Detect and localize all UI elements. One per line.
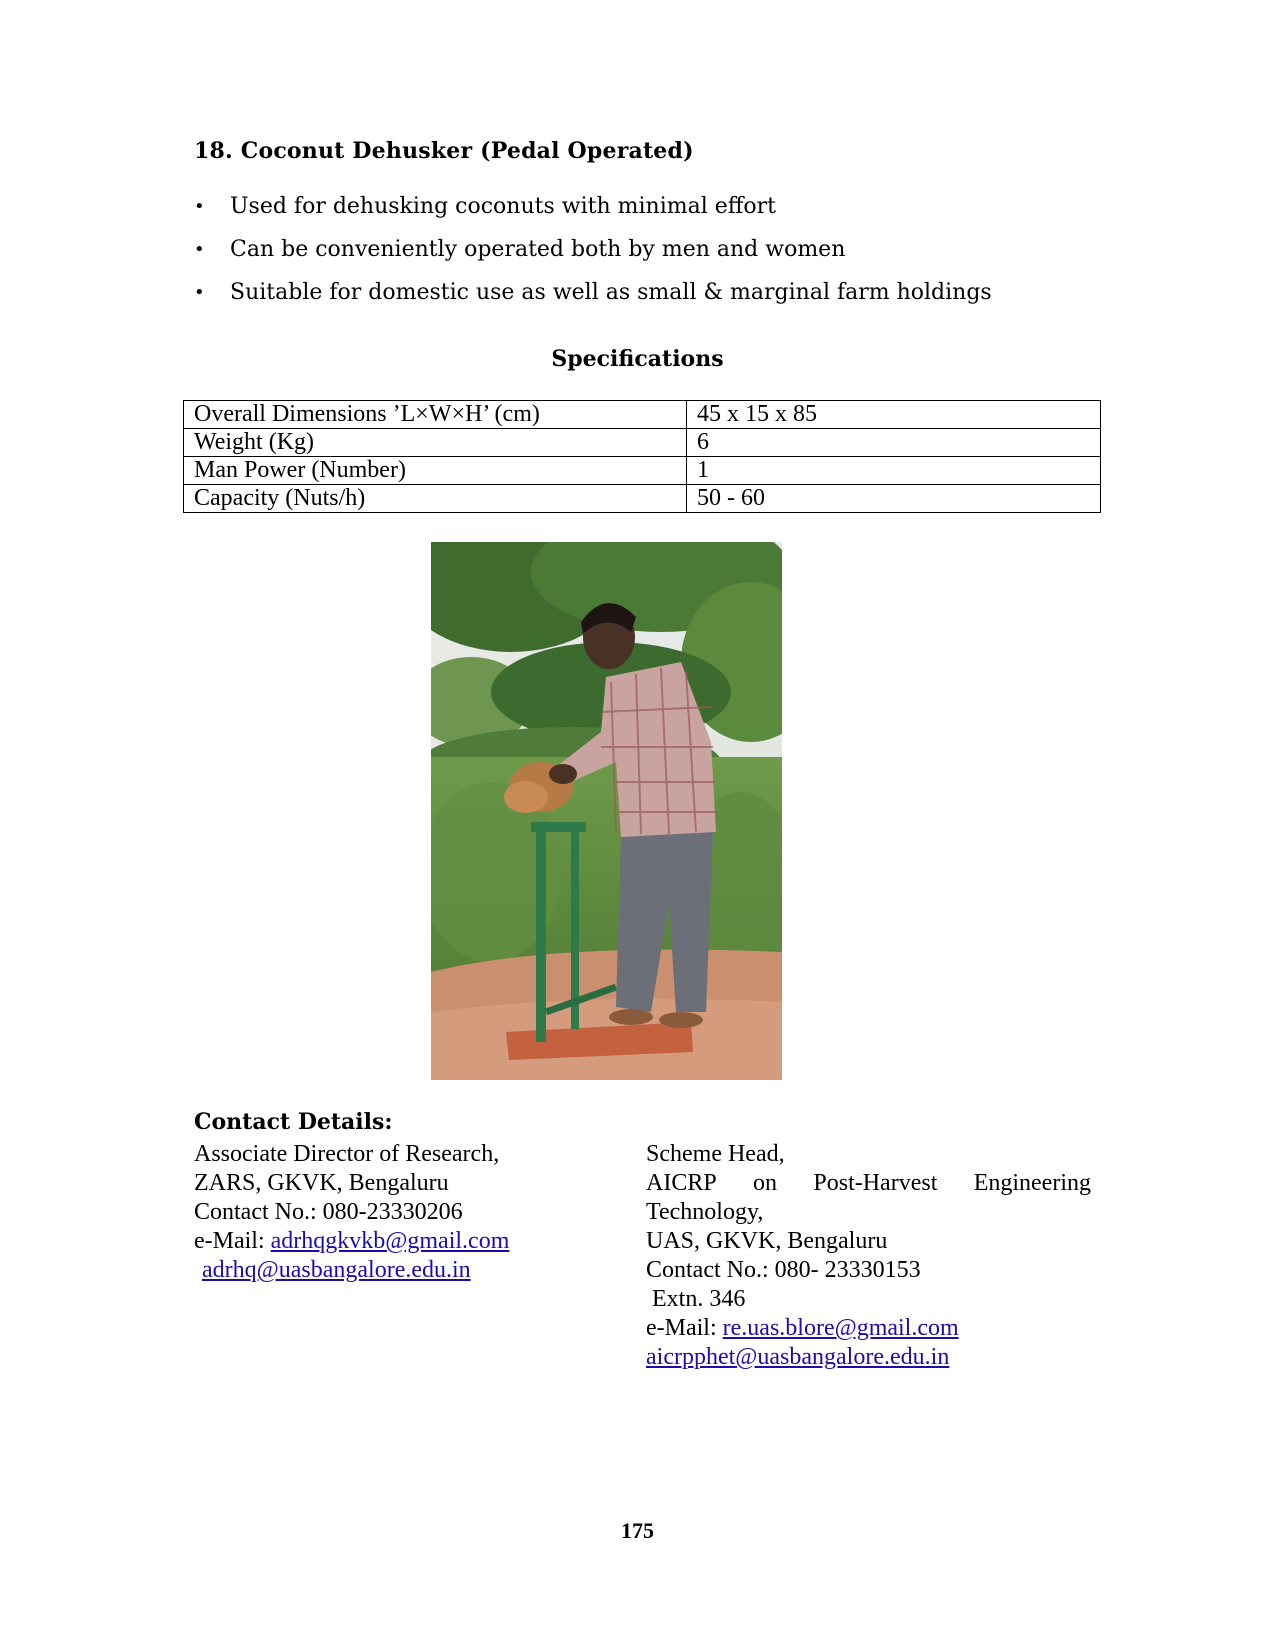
bullet-icon: •	[194, 196, 205, 217]
page-number: 175	[621, 1518, 654, 1543]
contact-line: UAS, GKVK, Bengaluru	[646, 1228, 888, 1254]
spec-label: Man Power (Number)	[184, 457, 687, 485]
contact-left-column	[194, 1140, 594, 1285]
section-heading: 18. Coconut Dehusker (Pedal Operated)	[194, 138, 694, 164]
bullet-icon: •	[194, 282, 205, 303]
contact-details-title: Contact Details:	[194, 1109, 393, 1135]
table-row	[184, 485, 1101, 513]
list-item: • Used for dehusking coconuts with minimal effort	[194, 192, 992, 235]
email-link[interactable]: aicrpphet@uasbangalore.edu.in	[646, 1344, 950, 1370]
photo-illustration	[431, 542, 782, 1080]
spec-value: 45 x 15 x 85	[687, 401, 1101, 429]
contact-email-line: e-Mail: re.uas.blore@gmail.com	[646, 1315, 959, 1341]
contact-email-line: e-Mail: adrhqgkvkb@gmail.com	[194, 1228, 510, 1254]
contact-line: ZARS, GKVK, Bengaluru	[194, 1170, 449, 1196]
table-row	[184, 401, 1101, 429]
contact-phone: Contact No.: 080-23330206	[194, 1199, 463, 1225]
spec-label: Capacity (Nuts/h)	[184, 485, 687, 513]
bullet-icon: •	[194, 239, 205, 260]
contact-extension: Extn. 346	[646, 1286, 746, 1312]
contact-line: Associate Director of Research,	[194, 1141, 500, 1167]
contact-email-line	[194, 1256, 594, 1285]
contact-right-column	[646, 1140, 1091, 1372]
email-link[interactable]: adrhqgkvkb@gmail.com	[270, 1228, 510, 1254]
spec-value: 1	[687, 457, 1101, 485]
list-item: • Suitable for domestic use as well as small & marginal farm holdings	[194, 278, 992, 321]
table-row	[184, 429, 1101, 457]
feature-list	[194, 192, 992, 321]
contact-line: AICRP on Post-Harvest Engineering	[646, 1170, 1091, 1196]
table-row	[184, 457, 1101, 485]
specifications-table	[183, 400, 1101, 513]
contact-line: Scheme Head,	[646, 1141, 785, 1167]
spec-label: Weight (Kg)	[184, 429, 687, 457]
contact-email-line	[646, 1343, 1091, 1372]
contact-phone: Contact No.: 080- 23330153	[646, 1257, 921, 1283]
list-item: • Can be conveniently operated both by men and women	[194, 235, 992, 278]
spec-label: Overall Dimensions ’L×W×H’ (cm)	[184, 401, 687, 429]
email-link[interactable]: re.uas.blore@gmail.com	[722, 1315, 959, 1341]
spec-value: 6	[687, 429, 1101, 457]
specifications-title: Specifications	[551, 346, 724, 372]
dehusker-photo	[431, 542, 782, 1080]
email-link[interactable]: adrhq@uasbangalore.edu.in	[202, 1257, 471, 1283]
spec-value: 50 - 60	[687, 485, 1101, 513]
contact-line: Technology,	[646, 1199, 764, 1225]
